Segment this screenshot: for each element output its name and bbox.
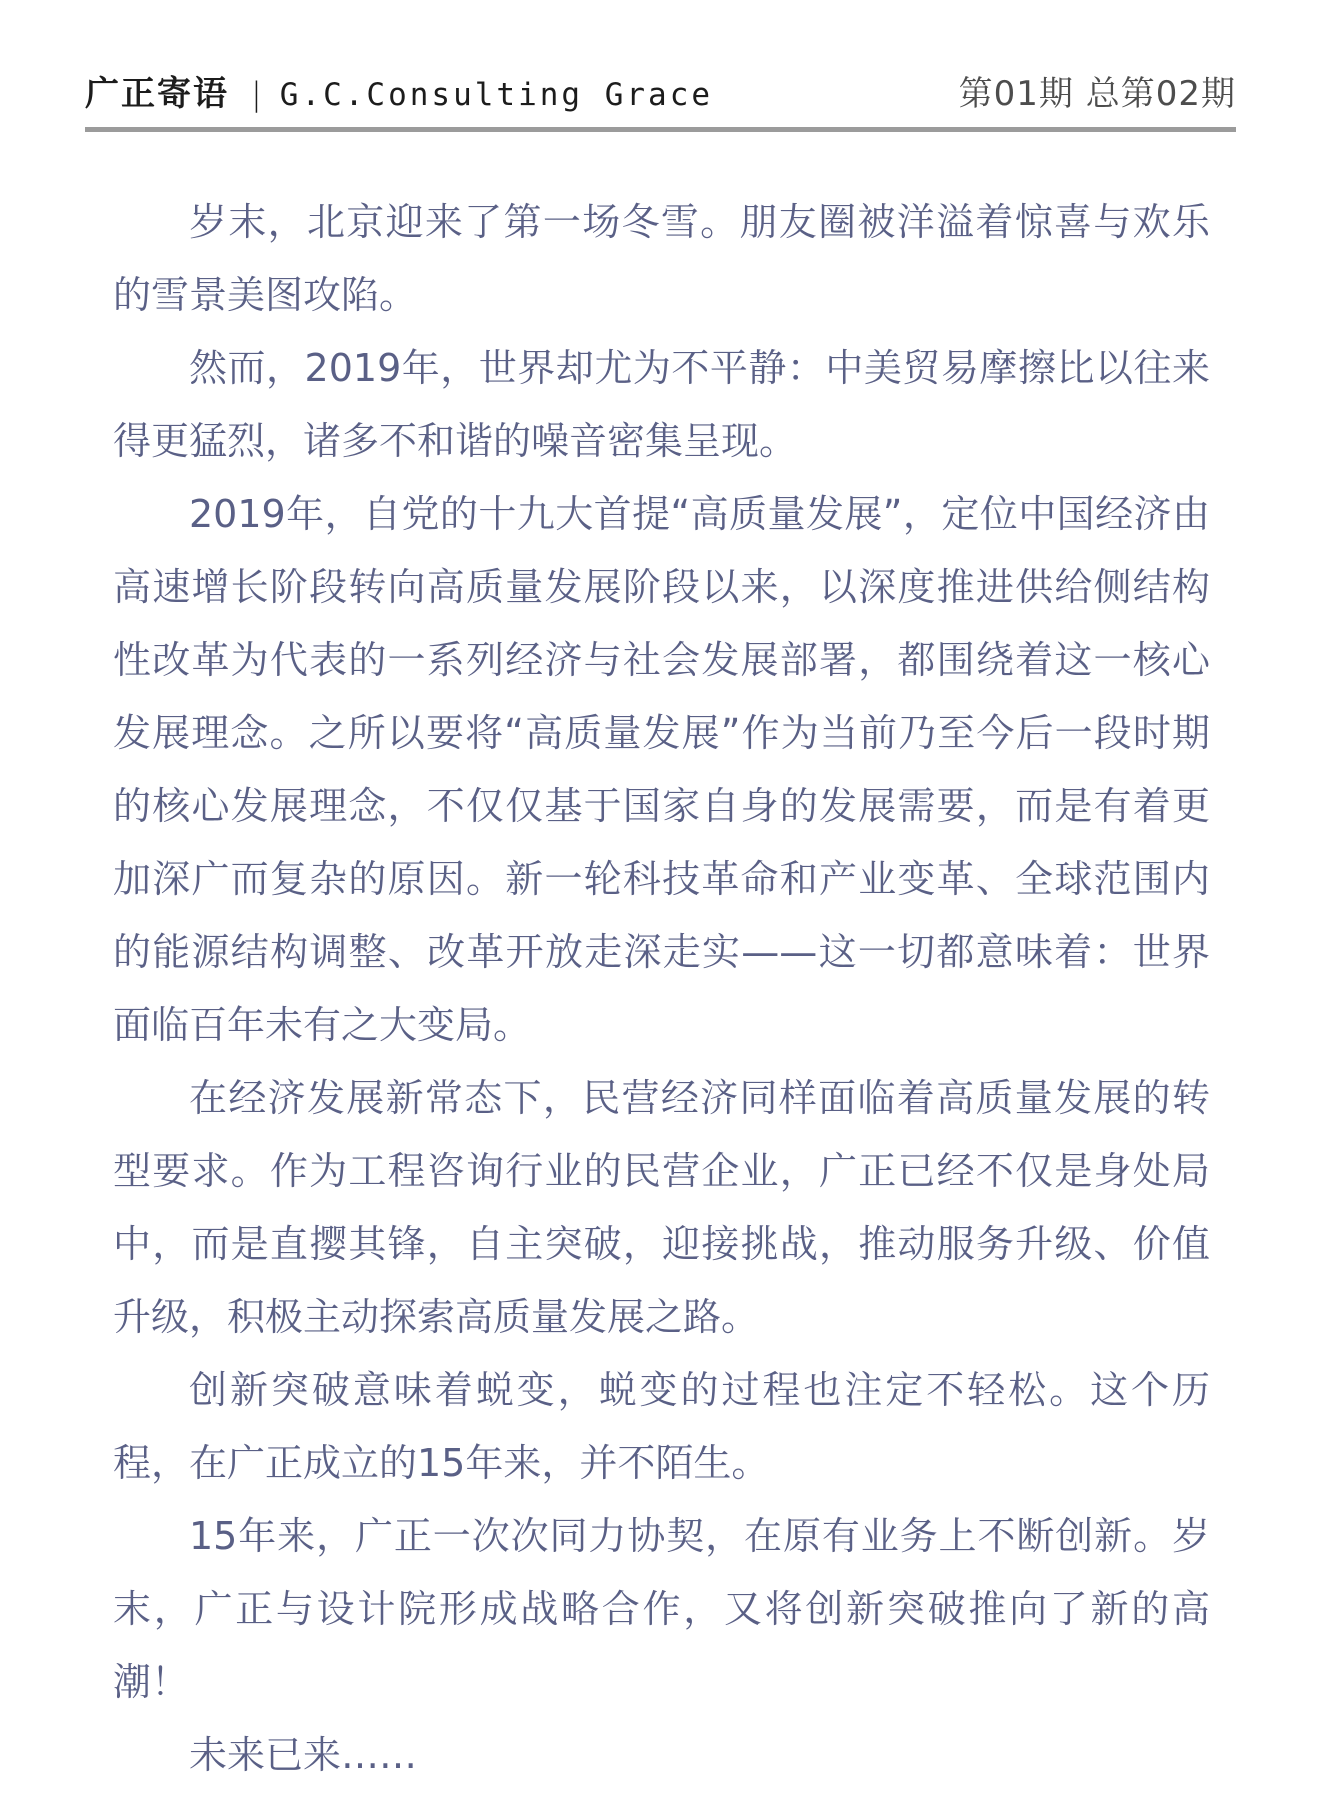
issue-number: 第01期 总第02期 (958, 74, 1236, 114)
article-paragraph: 未来已来…… (189, 1733, 418, 1777)
header-divider (85, 127, 1236, 132)
newsletter-title-chinese: 广正寄语 (85, 74, 229, 114)
page-header (85, 66, 1236, 115)
article-paragraph: 在经济发展新常态下，民营经济同样面临着高质量发展的转型要求。作为工程咨询行业的民营企业，广正已经不仅是身处局中，而是直撄其锋，自主突破，迎接挑战，推动服务升级、价值升级，积极主动探索高质量发展之路。 (113, 1076, 1210, 1339)
article-paragraph: 15年来，广正一次次同力协契，在原有业务上不断创新。岁末，广正与设计院形成战略合作，又将创新突破推向了新的高潮！ (113, 1514, 1210, 1704)
article-paragraph: 2019年，自党的十九大首提“高质量发展”，定位中国经济由高速增长阶段转向高质量发展阶段以来，以深度推进供给侧结构性改革为代表的一系列经济与社会发展部署，都围绕着这一核心发展理念。之所以要将“高质量发展”作为当前乃至今后一段时期的核心发展理念，不仅仅基于国家自身的发展需要，而是有着更加深广而复杂的原因。新一轮科技革命和产业变革、全球范围内的能源结构调整、改革开放走深走实——这一切都意味着：世界面临百年未有之大变局。 (113, 492, 1210, 1047)
article-body (113, 186, 1210, 1792)
article-paragraph: 创新突破意味着蜕变，蜕变的过程也注定不轻松。这个历程，在广正成立的15年来，并不陌生。 (113, 1368, 1210, 1485)
newsletter-title (85, 66, 713, 115)
article-paragraph: 岁末，北京迎来了第一场冬雪。朋友圈被洋溢着惊喜与欢乐的雪景美图攻陷。 (113, 200, 1210, 317)
title-separator: | (251, 75, 262, 113)
newsletter-title-english: G.C.Consulting Grace (279, 77, 714, 113)
article-paragraph: 然而，2019年，世界却尤为不平静：中美贸易摩擦比以往来得更猛烈，诸多不和谐的噪音密集呈现。 (113, 346, 1210, 463)
